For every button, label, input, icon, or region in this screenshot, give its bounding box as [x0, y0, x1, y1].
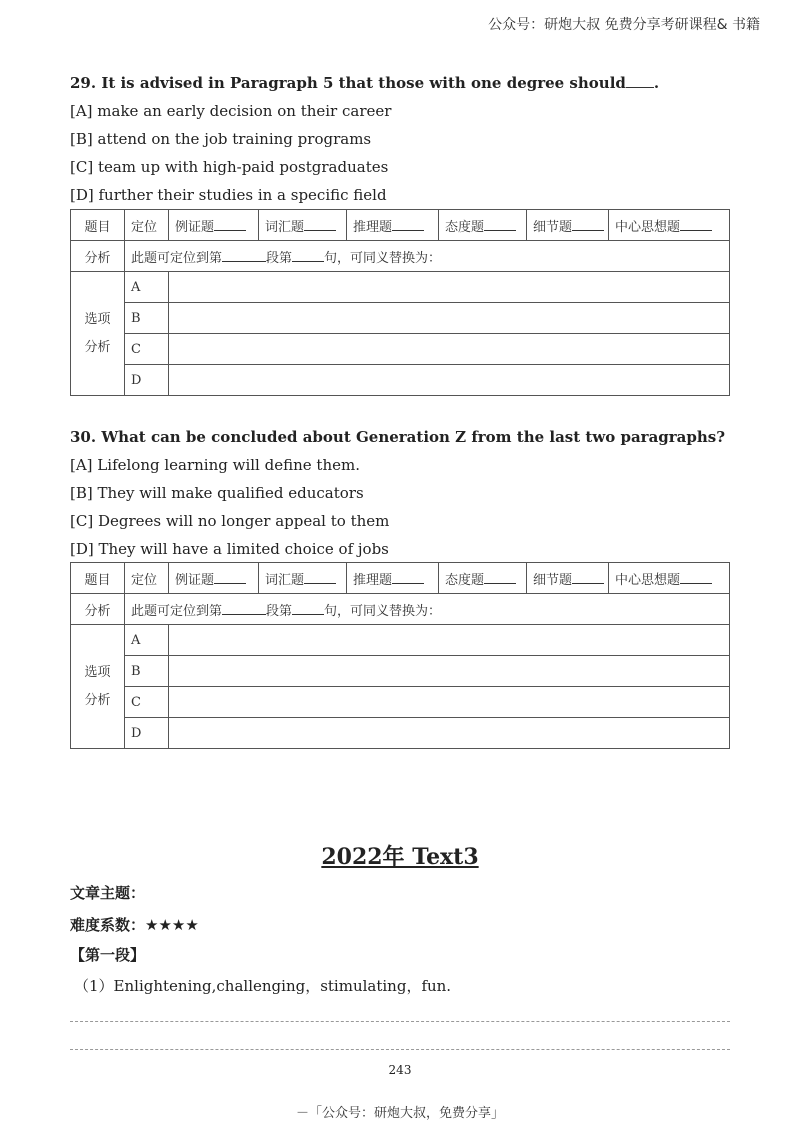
answer-cell-a[interactable] [169, 625, 730, 656]
label-option-analysis: 选项 分析 [71, 625, 125, 749]
type-inference: 推理题 [347, 563, 439, 594]
type-inference: 推理题 [347, 210, 439, 241]
question-title: 30. What can be concluded about Generation Z from the last two paragraphs? [70, 428, 726, 446]
footer-watermark: －「公众号：研炮大叔，免费分享」 [295, 1106, 504, 1121]
answer-cell-d[interactable] [169, 718, 730, 749]
writing-line [70, 1021, 730, 1022]
letter-d: D [125, 365, 169, 396]
type-vocab: 词汇题 [259, 563, 347, 594]
option-d: [D] They will have a limited choice of jobs [70, 540, 389, 558]
option-c: [C] team up with high-paid postgraduates [70, 158, 389, 176]
type-example: 例证题 [169, 563, 259, 594]
analysis-table-29 [70, 209, 730, 396]
writing-line [70, 1049, 730, 1050]
letter-a: A [125, 272, 169, 303]
letter-b: B [125, 656, 169, 687]
label-locate: 定位 [125, 210, 169, 241]
option-a: [A] make an early decision on their career [70, 102, 392, 120]
label-topic: 题目 [71, 563, 125, 594]
label-analysis: 分析 [71, 241, 125, 272]
answer-cell-c[interactable] [169, 334, 730, 365]
question-29 [70, 74, 730, 214]
header-watermark: 公众号：研炮大叔 免费分享考研课程& 书籍 [488, 17, 760, 33]
answer-cell-a[interactable] [169, 272, 730, 303]
answer-cell-d[interactable] [169, 365, 730, 396]
answer-cell-b[interactable] [169, 656, 730, 687]
letter-b: B [125, 303, 169, 334]
letter-a: A [125, 625, 169, 656]
type-example: 例证题 [169, 210, 259, 241]
theme-label: 文章主题： [70, 884, 146, 902]
type-main-idea: 中心思想题 [609, 210, 730, 241]
page-number: 243 [388, 1063, 412, 1077]
locate-sentence: 此题可定位到第 段第 句，可同义替换为： [125, 594, 730, 625]
label-topic: 题目 [71, 210, 125, 241]
letter-c: C [125, 334, 169, 365]
type-detail: 细节题 [527, 210, 609, 241]
label-analysis: 分析 [71, 594, 125, 625]
label-option-analysis: 选项 分析 [71, 272, 125, 396]
option-a: [A] Lifelong learning will define them. [70, 456, 360, 474]
difficulty-label: 难度系数： [70, 916, 146, 934]
type-detail: 细节题 [527, 563, 609, 594]
sentence-1: （1）Enlightening,challenging，stimulating，fun. [74, 977, 452, 995]
question-30 [70, 428, 730, 568]
letter-c: C [125, 687, 169, 718]
option-c: [C] Degrees will no longer appeal to them [70, 512, 390, 530]
question-title: 29. It is advised in Paragraph 5 that those with one degree should . [70, 74, 660, 92]
answer-cell-b[interactable] [169, 303, 730, 334]
analysis-table-30 [70, 562, 730, 749]
answer-cell-c[interactable] [169, 687, 730, 718]
option-b: [B] attend on the job training programs [70, 130, 372, 148]
type-main-idea: 中心思想题 [609, 563, 730, 594]
section-title: 2022年 Text3 [321, 844, 479, 870]
option-b: [B] They will make qualified educators [70, 484, 364, 502]
type-attitude: 态度题 [439, 210, 527, 241]
label-locate: 定位 [125, 563, 169, 594]
difficulty-stars: ★★★★ [145, 916, 199, 934]
difficulty-row [70, 914, 199, 935]
type-attitude: 态度题 [439, 563, 527, 594]
option-d: [D] further their studies in a specific field [70, 186, 387, 204]
letter-d: D [125, 718, 169, 749]
paragraph-label: 【第一段】 [70, 946, 146, 964]
locate-sentence: 此题可定位到第 段第 句，可同义替换为： [125, 241, 730, 272]
type-vocab: 词汇题 [259, 210, 347, 241]
